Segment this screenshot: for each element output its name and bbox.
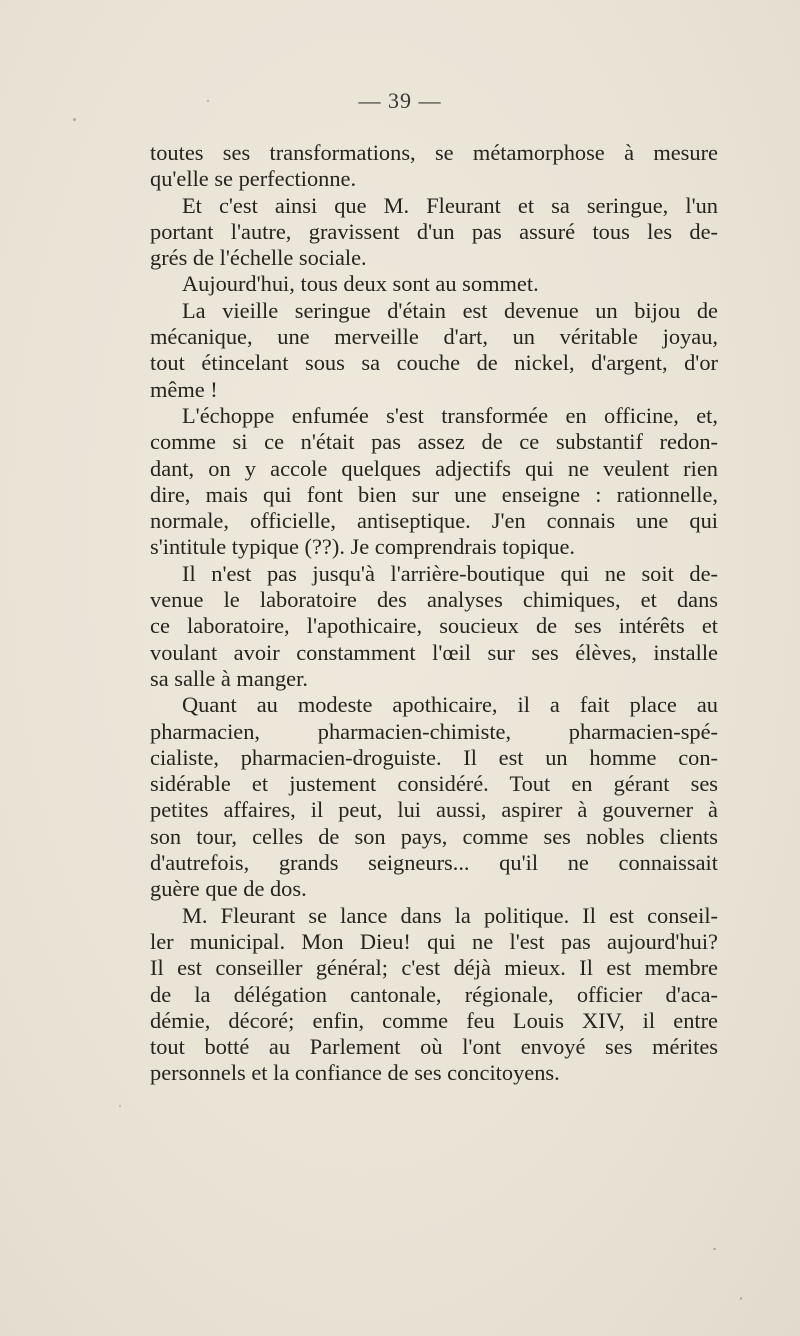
page-number: — 39 — — [358, 88, 442, 113]
text-line: ce laboratoire, l'apothicaire, soucieux de ses intérêts et — [150, 613, 718, 639]
paper-speck — [740, 1297, 742, 1300]
paper-speck — [73, 118, 76, 121]
text-line: guère que de dos. — [150, 876, 307, 902]
text-line: sa salle à manger. — [150, 665, 308, 691]
text-line: Quant au modeste apothicaire, il a fait place au — [182, 692, 718, 718]
text-line: démie, décoré; enfin, comme feu Louis XIV, il entre — [150, 1007, 718, 1033]
text-line: tout étincelant sous sa couche de nickel, d'argent, d'or — [150, 350, 718, 376]
text-line: L'échoppe enfumée s'est transformée en officine, et, — [182, 402, 718, 428]
text-line: dant, on y accole quelques adjectifs qui ne veulent rien — [150, 455, 718, 481]
text-line: personnels et la confiance de ses concitoyens. — [150, 1060, 560, 1086]
text-line: qu'elle se perfectionne. — [150, 166, 357, 192]
text-line: Aujourd'hui, tous deux sont au sommet. — [182, 271, 539, 297]
text-line: s'intitule typique (??). Je comprendrais topique. — [150, 534, 575, 560]
text-line: venue le laboratoire des analyses chimiques, et dans — [150, 587, 718, 613]
text-line: voulant avoir constamment l'œil sur ses élèves, installe — [150, 639, 718, 665]
text-line: d'autrefois, grands seigneurs... qu'il ne connaissait — [150, 850, 718, 876]
text-line: grés de l'échelle sociale. — [150, 245, 367, 271]
text-line: son tour, celles de son pays, comme ses nobles clients — [150, 823, 718, 849]
text-line: petites affaires, il peut, lui aussi, aspirer à gouverner à — [150, 797, 718, 823]
text-line: Il est conseiller général; c'est déjà mieux. Il est membre — [150, 955, 718, 981]
text-line: normale, officielle, antiseptique. J'en connais une qui — [150, 508, 718, 534]
text-line: Il n'est pas jusqu'à l'arrière-boutique qui ne soit de- — [182, 560, 718, 586]
body-text — [150, 140, 718, 1087]
text-line: M. Fleurant se lance dans la politique. Il est conseil- — [182, 902, 718, 928]
text-line: portant l'autre, gravissent d'un pas assuré tous les de- — [150, 218, 718, 244]
text-line: toutes ses transformations, se métamorphose à mesure — [150, 140, 718, 165]
text-line: comme si ce n'était pas assez de ce substantif redon- — [150, 429, 718, 455]
text-line: pharmacien, pharmacien-chimiste, pharmacien-spé- — [150, 718, 718, 744]
text-line: ler municipal. Mon Dieu! qui ne l'est pas aujourd'hui? — [150, 928, 718, 954]
text-line: sidérable et justement considéré. Tout en gérant ses — [150, 771, 718, 797]
text-line: dire, mais qui font bien sur une enseigne : rationnelle, — [150, 481, 718, 507]
text-line: Et c'est ainsi que M. Fleurant et sa seringue, l'un — [182, 192, 718, 218]
text-line: La vieille seringue d'étain est devenue un bijou de — [182, 297, 718, 323]
paper-speck — [207, 100, 209, 102]
paper-speck — [119, 1105, 121, 1107]
paper-speck — [713, 1248, 716, 1250]
text-line: mécanique, une merveille d'art, un véritable joyau, — [150, 324, 718, 350]
text-line: de la délégation cantonale, régionale, officier d'aca- — [150, 981, 718, 1007]
text-line: même ! — [150, 376, 218, 402]
text-line: cialiste, pharmacien-droguiste. Il est un homme con- — [150, 744, 718, 770]
text-line: tout botté au Parlement où l'ont envoyé ses mérites — [150, 1034, 718, 1060]
